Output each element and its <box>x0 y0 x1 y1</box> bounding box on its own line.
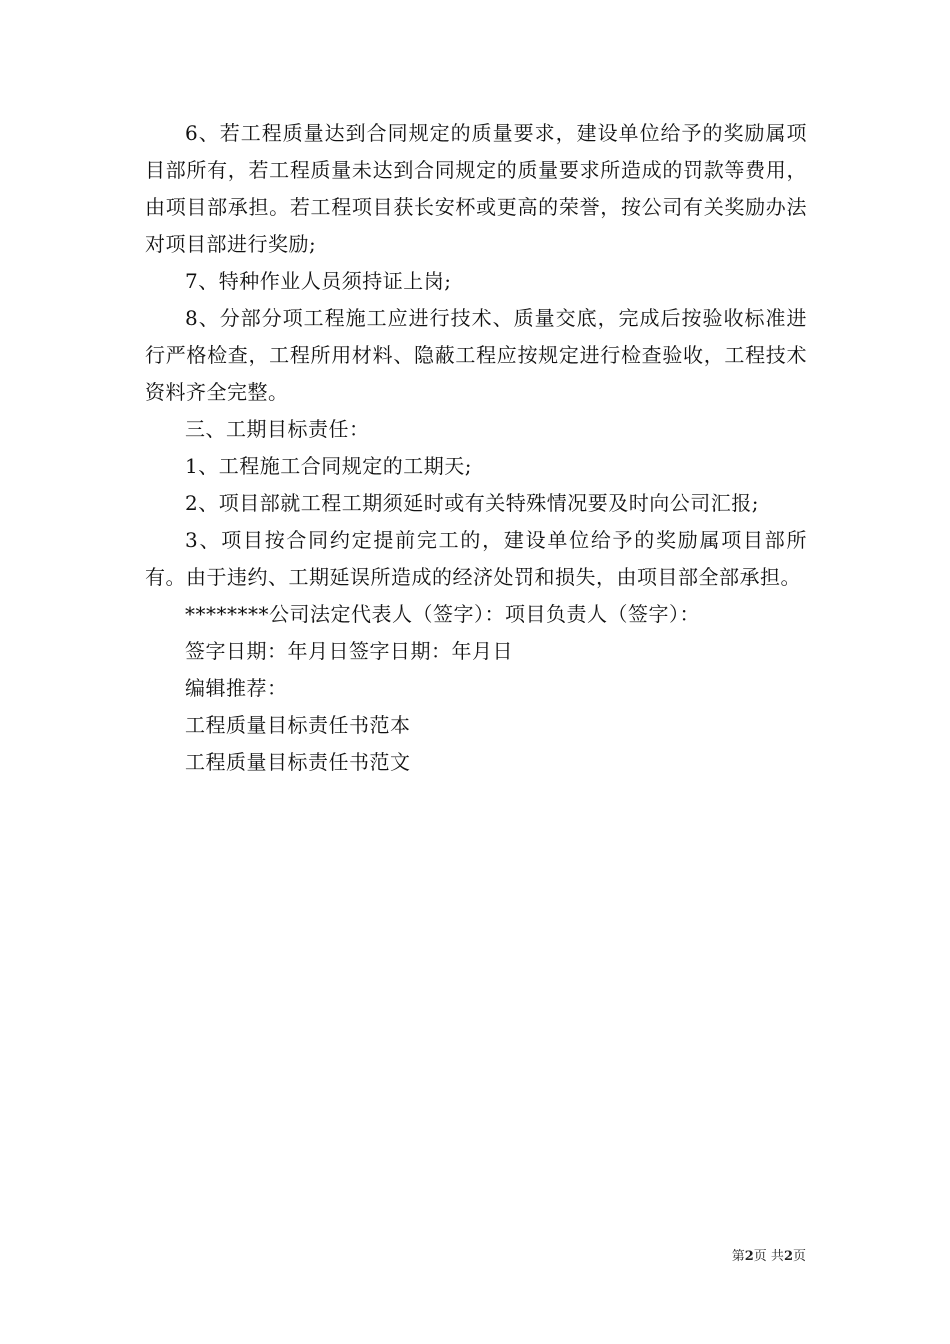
recommended-link-1[interactable]: 工程质量目标责任书范本 <box>185 713 411 737</box>
document-body <box>145 115 807 781</box>
schedule-clause-2-paragraph: 2、项目部就工程工期须延时或有关特殊情况要及时向公司汇报; <box>185 491 759 515</box>
editor-recommendation-label: 编辑推荐： <box>185 676 288 700</box>
total-page-number: 2 <box>783 1249 793 1264</box>
schedule-clause-1-paragraph: 1、工程施工合同规定的工期天; <box>185 454 472 478</box>
clause-8-paragraph: 8、分部分项工程施工应进行技术、质量交底，完成后按验收标准进行严格检查，工程所用材料、隐蔽工程应按规定进行检查验收，工程技术资料齐全完整。 <box>145 306 807 404</box>
footer-middle: 页 共 <box>753 1249 784 1264</box>
schedule-clause-3-paragraph: 3、项目按合同约定提前完工的，建设单位给予的奖励属项目部所有。由于违约、工期延误所造成的经济处罚和损失，由项目部全部承担。 <box>145 528 807 589</box>
section-3-heading: 三、工期目标责任： <box>185 417 370 441</box>
footer-suffix: 页 <box>792 1249 806 1264</box>
signature-line: ********公司法定代表人（签字）：项目负责人（签字）： <box>185 602 700 626</box>
clause-7-paragraph: 7、特种作业人员须持证上岗; <box>185 269 452 293</box>
clause-6-paragraph: 6、若工程质量达到合同规定的质量要求，建设单位给予的奖励属项目部所有，若工程质量未达到合同规定的质量要求所造成的罚款等费用，由项目部承担。若工程项目获长安杯或更高的荣誉，按公司有关奖励办法对项目部进行奖励; <box>145 121 807 256</box>
current-page-number: 2 <box>744 1249 754 1264</box>
footer-prefix: 第 <box>731 1249 745 1264</box>
recommended-link-2[interactable]: 工程质量目标责任书范文 <box>185 750 411 774</box>
page-number-footer <box>732 1248 806 1266</box>
signature-date-line: 签字日期：年月日签字日期：年月日 <box>185 639 513 663</box>
